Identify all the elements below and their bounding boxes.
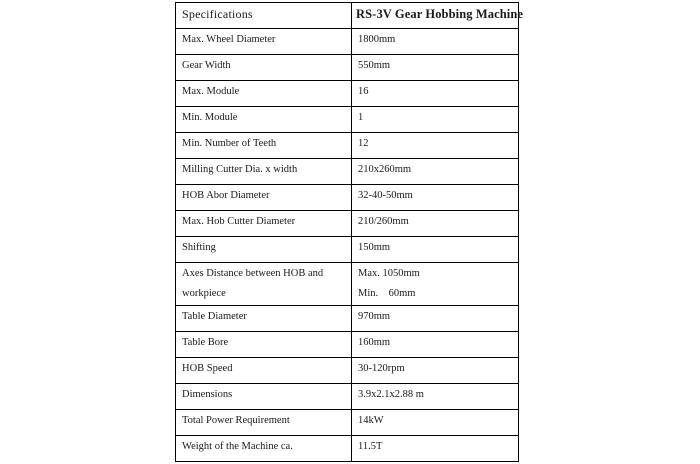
table-row (176, 358, 519, 384)
row-label: Min. Module (176, 107, 352, 133)
row-value: 210/260mm (352, 211, 519, 237)
table-row (176, 410, 519, 436)
row-value: 3.9x2.1x2.88 m (352, 384, 519, 410)
row-value: 30-120rpm (352, 358, 519, 384)
row-value-line1: Max. 1050mm (358, 268, 420, 279)
table-header-machine-name (352, 3, 524, 29)
table-row (176, 237, 519, 263)
row-label-line1: Axes Distance between HOB and (182, 268, 324, 279)
table-header-row (176, 3, 519, 29)
row-value: 150mm (352, 237, 519, 263)
row-value: 1800mm (352, 29, 519, 55)
row-value: 16 (352, 81, 519, 107)
row-value: 160mm (352, 332, 519, 358)
specifications-table (175, 2, 524, 462)
row-label: Max. Wheel Diameter (176, 29, 352, 55)
row-value-line2: Min. 60mm (358, 288, 416, 300)
row-value: 550mm (352, 55, 519, 81)
table-row (176, 436, 519, 462)
table-row (176, 263, 519, 306)
row-label: Table Bore (176, 332, 352, 358)
row-label: Min. Number of Teeth (176, 133, 352, 159)
row-label: Max. Hob Cutter Diameter (176, 211, 352, 237)
row-label: HOB Abor Diameter (176, 185, 352, 211)
row-value: 32-40-50mm (352, 185, 519, 211)
table-row (176, 107, 519, 133)
row-value: 1 (352, 107, 519, 133)
specifications-table-container (175, 2, 524, 462)
row-label-line2: workpiece (182, 288, 226, 300)
row-label: Table Diameter (176, 306, 352, 332)
table-row (176, 81, 519, 107)
machine-name-text: RS-3V Gear Hobbing Machine (356, 7, 524, 21)
row-label: Shifting (176, 237, 352, 263)
row-value: 14kW (352, 410, 519, 436)
table-row (176, 29, 519, 55)
row-label: HOB Speed (176, 358, 352, 384)
row-value: 12 (352, 133, 519, 159)
table-row (176, 306, 519, 332)
table-row (176, 55, 519, 81)
row-label (176, 263, 352, 306)
row-value (352, 263, 519, 306)
row-label: Milling Cutter Dia. x width (176, 159, 352, 185)
table-row (176, 332, 519, 358)
table-header-specifications: Specifications (176, 3, 352, 29)
row-value: 210x260mm (352, 159, 519, 185)
table-row (176, 384, 519, 410)
table-row (176, 211, 519, 237)
row-label: Weight of the Machine ca. (176, 436, 352, 462)
row-value: 970mm (352, 306, 519, 332)
row-value: 11.5T (352, 436, 519, 462)
row-label: Total Power Requirement (176, 410, 352, 436)
table-row (176, 133, 519, 159)
row-label: Max. Module (176, 81, 352, 107)
table-row (176, 185, 519, 211)
row-label: Dimensions (176, 384, 352, 410)
row-label: Gear Width (176, 55, 352, 81)
table-row (176, 159, 519, 185)
